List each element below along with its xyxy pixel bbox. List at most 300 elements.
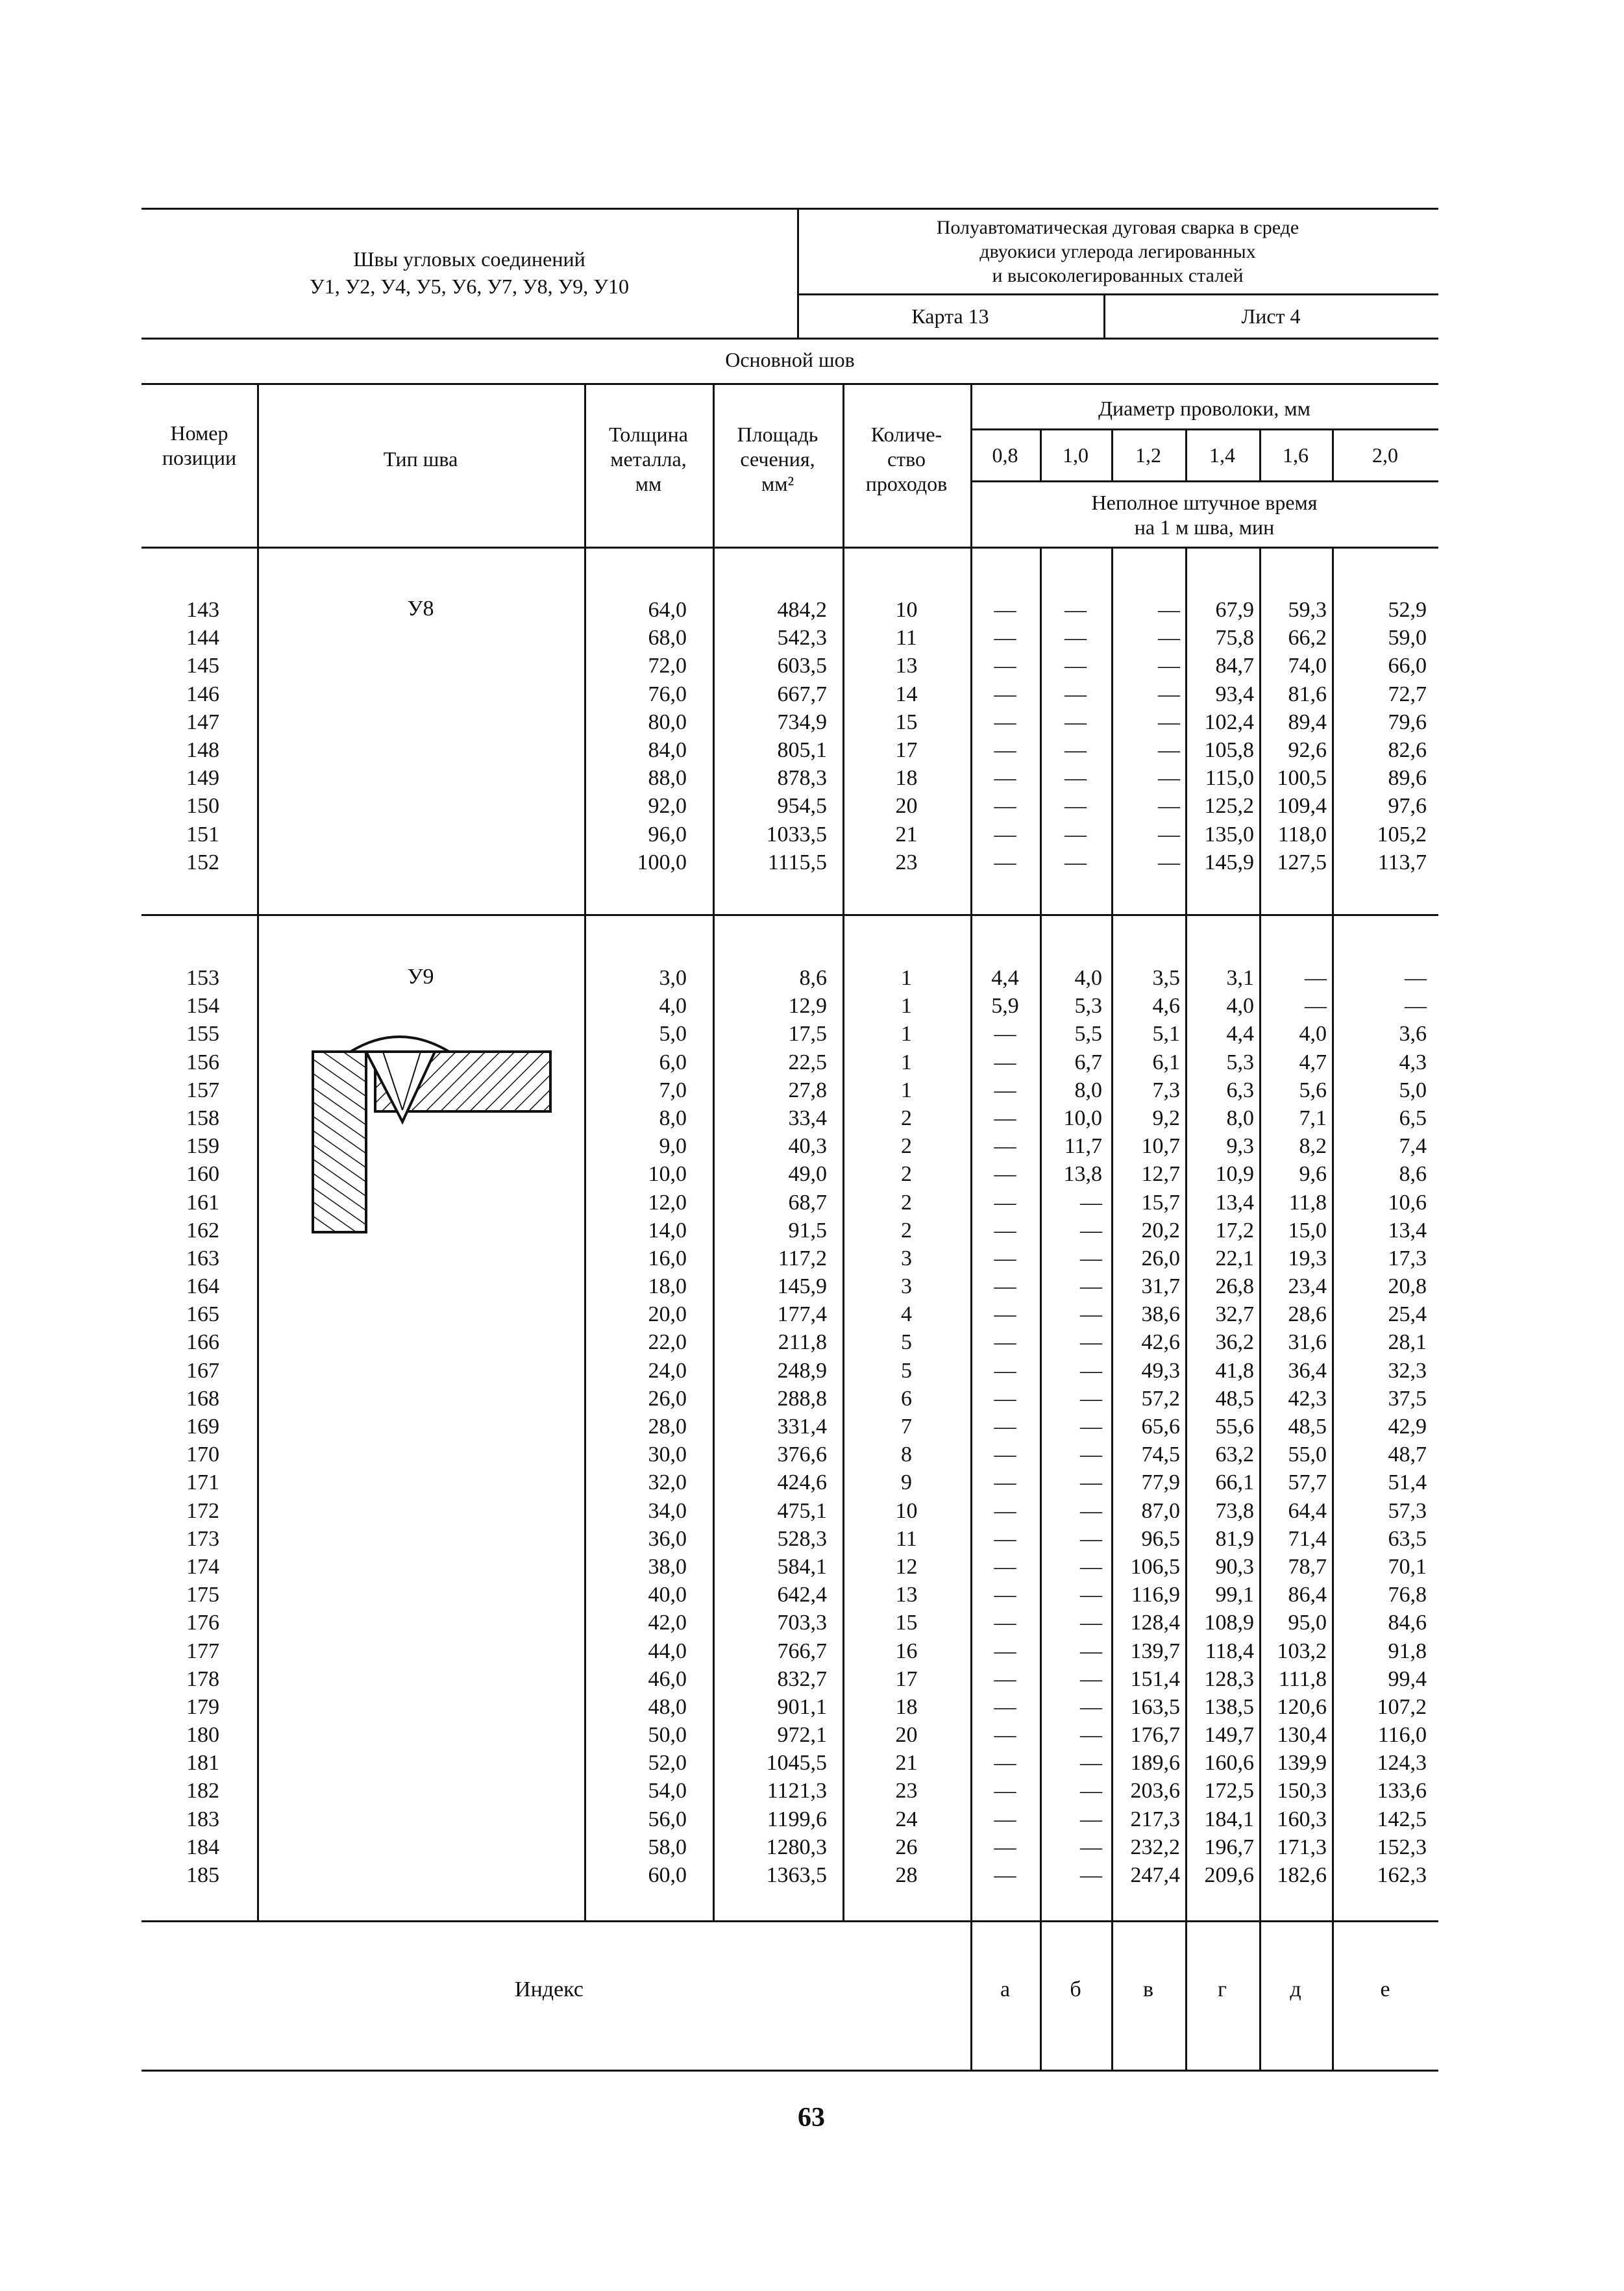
- group2-area-cell: 145,9: [777, 1274, 827, 1299]
- group2-positions-cell: 172: [186, 1498, 219, 1523]
- group1-d14-cell: 125,2: [1204, 794, 1254, 819]
- group2-d16-cell: 57,7: [1288, 1470, 1327, 1495]
- group1-d14-cell: 115,0: [1205, 766, 1254, 791]
- group2-area-cell: 49,0: [788, 1162, 827, 1187]
- group2-positions-cell: 157: [186, 1078, 219, 1102]
- group1-d20-cell: 89,6: [1388, 766, 1427, 791]
- group2-passes-cell: 15: [895, 1611, 918, 1635]
- group2-d14-cell: 99,1: [1215, 1583, 1254, 1607]
- group2-area-cell: 17,5: [788, 1022, 827, 1046]
- group1-thickness-cell: 100,0: [637, 850, 687, 874]
- group1-positions-cell: 144: [186, 626, 219, 650]
- page-number: 63: [798, 2103, 825, 2133]
- group2-positions-cell: 178: [186, 1666, 219, 1691]
- group1-d16-cell: 100,5: [1277, 766, 1327, 791]
- group2-d20-cell: 37,5: [1388, 1386, 1427, 1411]
- group2-d20-cell: 7,4: [1399, 1134, 1427, 1159]
- header-passes: Количе- ство проходов: [865, 423, 948, 495]
- group2-passes-cell: 1: [901, 1050, 912, 1074]
- group2-thickness-cell: 50,0: [648, 1723, 687, 1748]
- group2-d12-cell: 65,6: [1141, 1415, 1180, 1439]
- group2-d14-cell: 118,4: [1205, 1639, 1254, 1663]
- fillet-weld-sketch-icon: [305, 1026, 558, 1240]
- group2-d12-cell: 87,0: [1141, 1498, 1180, 1523]
- group1-area-cell: 603,5: [777, 654, 827, 678]
- group2-positions-cell: 171: [186, 1470, 219, 1495]
- group2-positions-cell: 169: [186, 1415, 219, 1439]
- group2-positions: [141, 964, 219, 1889]
- group2-d14-cell: 73,8: [1215, 1498, 1254, 1523]
- header-thickness: Толщина металла, мм: [609, 423, 688, 495]
- group1-positions-cell: 146: [186, 682, 219, 706]
- group2-d16-cell: 28,6: [1288, 1302, 1327, 1327]
- group2-d12-cell: 217,3: [1130, 1807, 1180, 1831]
- index-letter-b: б: [1070, 1977, 1081, 2001]
- group1-d10-cell: —: [1064, 710, 1087, 734]
- group2-area-cell: 177,4: [777, 1302, 827, 1327]
- group1-positions-cell: 152: [186, 850, 219, 874]
- group2-d14: [1185, 964, 1254, 1889]
- group1-d14-cell: 102,4: [1204, 710, 1254, 734]
- group2-d14-cell: 41,8: [1215, 1358, 1254, 1383]
- header-seam-type: Тип шва: [383, 447, 458, 471]
- group2-area-cell: 901,1: [777, 1694, 827, 1719]
- group2-d16-cell: 103,2: [1277, 1639, 1327, 1663]
- group2-d12-cell: 247,4: [1130, 1863, 1180, 1887]
- header-wire-diameter: Диаметр проволоки, мм: [1098, 397, 1310, 420]
- group2-d20-cell: 133,6: [1377, 1779, 1427, 1803]
- group2-thickness-cell: 18,0: [648, 1274, 687, 1299]
- group1-d10-cell: —: [1064, 737, 1087, 762]
- group1-area-cell: 734,9: [777, 710, 827, 734]
- group1-passes-cell: 18: [895, 766, 918, 791]
- group2-d10-cell: —: [1080, 1694, 1102, 1719]
- group2-area-cell: 1363,5: [766, 1863, 827, 1887]
- group2-d10-cell: —: [1080, 1611, 1102, 1635]
- group1-d12-cell: —: [1158, 737, 1180, 762]
- group1-d20-cell: 97,6: [1388, 794, 1427, 819]
- group1-d12-cell: —: [1158, 654, 1180, 678]
- group1-thickness: [584, 596, 687, 876]
- group2-d10-cell: 13,8: [1063, 1162, 1102, 1187]
- group2-thickness: [584, 964, 687, 1889]
- group2-d10-cell: —: [1080, 1863, 1102, 1887]
- group2-d20-cell: 70,1: [1388, 1554, 1427, 1579]
- group2-thickness-cell: 38,0: [648, 1554, 687, 1579]
- group2-d10-cell: —: [1080, 1302, 1102, 1327]
- group2-area-cell: 766,7: [777, 1639, 827, 1663]
- group2-d08-cell: —: [994, 1162, 1016, 1187]
- diameter-1-4: 1,4: [1209, 443, 1235, 467]
- group2-positions-cell: 176: [186, 1611, 219, 1635]
- group2-passes-cell: 2: [901, 1190, 912, 1215]
- group2-area-cell: 584,1: [777, 1554, 827, 1579]
- group2-area-cell: 475,1: [777, 1498, 827, 1523]
- group2-thickness-cell: 5,0: [659, 1022, 687, 1046]
- group1-d08-cell: —: [994, 598, 1016, 622]
- group2-d08-cell: —: [994, 1807, 1016, 1831]
- group2-d12-cell: 31,7: [1141, 1274, 1180, 1299]
- group2-thickness-cell: 22,0: [648, 1330, 687, 1355]
- group1-d12: [1111, 596, 1180, 876]
- group1-d10-cell: —: [1064, 654, 1087, 678]
- header-time: Неполное штучное время на 1 м шва, мин: [1091, 491, 1318, 539]
- group2-d14-cell: 149,7: [1204, 1723, 1254, 1748]
- group2-d08-cell: —: [994, 1694, 1016, 1719]
- group2-d16-cell: 9,6: [1299, 1162, 1327, 1187]
- group1-area-cell: 667,7: [777, 682, 827, 706]
- group1-d08-cell: —: [994, 710, 1016, 734]
- group1-passes-cell: 13: [895, 654, 918, 678]
- group1-thickness-cell: 92,0: [648, 794, 687, 819]
- group2-d20-cell: 5,0: [1399, 1078, 1427, 1102]
- group2-d14-cell: 5,3: [1226, 1050, 1254, 1074]
- group2-d08-cell: —: [994, 1835, 1016, 1859]
- group2-positions-cell: 158: [186, 1106, 219, 1130]
- group2-d12-cell: 38,6: [1141, 1302, 1180, 1327]
- group1-d20-cell: 113,7: [1377, 850, 1427, 874]
- group2-positions-cell: 183: [186, 1807, 219, 1831]
- header-position: Номер позиции: [162, 421, 237, 469]
- group2-d20-cell: 124,3: [1377, 1751, 1427, 1776]
- group2-area-cell: 211,8: [778, 1330, 827, 1355]
- group2-d14-cell: 10,9: [1215, 1162, 1254, 1187]
- group2-d16-cell: 71,4: [1288, 1526, 1327, 1551]
- group2-thickness-cell: 14,0: [648, 1218, 687, 1243]
- group2-area-cell: 703,3: [777, 1611, 827, 1635]
- group2-d20: [1332, 964, 1427, 1889]
- group2-positions-cell: 156: [186, 1050, 219, 1074]
- group2-positions-cell: 185: [186, 1863, 219, 1887]
- group2-d14-cell: 184,1: [1204, 1807, 1254, 1831]
- group1-d16-cell: 127,5: [1277, 850, 1327, 874]
- group2-d08-cell: —: [994, 1470, 1016, 1495]
- group2-area-cell: 832,7: [777, 1666, 827, 1691]
- group2-passes-cell: 4: [901, 1302, 912, 1327]
- group2-d12-cell: 106,5: [1130, 1554, 1180, 1579]
- group2-thickness-cell: 52,0: [648, 1751, 687, 1776]
- group1-area-cell: 484,2: [777, 598, 827, 622]
- group2-area-cell: 27,8: [788, 1078, 827, 1102]
- group2-d12-cell: 189,6: [1130, 1751, 1180, 1776]
- group2-d08-cell: —: [994, 1134, 1016, 1159]
- group2-thickness-cell: 20,0: [648, 1302, 687, 1327]
- group2-d10-cell: —: [1080, 1807, 1102, 1831]
- diameter-0-8: 0,8: [992, 443, 1018, 467]
- group2-thickness-cell: 28,0: [648, 1415, 687, 1439]
- group2-passes-cell: 7: [901, 1415, 912, 1439]
- group1-d16-cell: 81,6: [1288, 682, 1327, 706]
- group2-area-cell: 288,8: [777, 1386, 827, 1411]
- group1-thickness-cell: 84,0: [648, 737, 687, 762]
- group2-d08-cell: —: [994, 1218, 1016, 1243]
- group2-d16-cell: 5,6: [1299, 1078, 1327, 1102]
- group1-d16-cell: 89,4: [1288, 710, 1327, 734]
- group2-positions-cell: 182: [186, 1779, 219, 1803]
- group2-area-cell: 642,4: [777, 1583, 827, 1607]
- group2-thickness-cell: 32,0: [648, 1470, 687, 1495]
- index-letter-v: в: [1142, 1977, 1154, 2001]
- group2-d10-cell: —: [1080, 1583, 1102, 1607]
- group2-area-cell: 528,3: [777, 1526, 827, 1551]
- group2-passes-cell: 17: [895, 1666, 918, 1691]
- group1-positions-cell: 150: [186, 794, 219, 819]
- group1-d14-cell: 67,9: [1215, 598, 1254, 622]
- group1-d16-cell: 66,2: [1288, 626, 1327, 650]
- group1-d20-cell: 72,7: [1388, 682, 1427, 706]
- group2-d12-cell: 163,5: [1130, 1694, 1180, 1719]
- group2-d10-cell: —: [1080, 1554, 1102, 1579]
- group2-d08-cell: —: [994, 1415, 1016, 1439]
- group2-d10-cell: —: [1080, 1526, 1102, 1551]
- group2-d16-cell: 130,4: [1277, 1723, 1327, 1748]
- group2-d08-cell: —: [994, 1526, 1016, 1551]
- group2-positions-cell: 168: [186, 1386, 219, 1411]
- group1-d20-cell: 79,6: [1388, 710, 1427, 734]
- group1-area-cell: 805,1: [777, 737, 827, 762]
- group2-positions-cell: 180: [186, 1723, 219, 1748]
- group1-d14-cell: 93,4: [1215, 682, 1254, 706]
- group2-d10: [1040, 964, 1102, 1889]
- group2-passes-cell: 20: [895, 1723, 918, 1748]
- group1-area-cell: 1033,5: [766, 822, 827, 847]
- group1-d16-cell: 59,3: [1288, 598, 1327, 622]
- group2-d20-cell: 107,2: [1377, 1694, 1427, 1719]
- group2-d14-cell: 63,2: [1215, 1443, 1254, 1467]
- group2-area-cell: 33,4: [788, 1106, 827, 1130]
- group2-d10-cell: 6,7: [1074, 1050, 1102, 1074]
- group2-d08-cell: —: [994, 1863, 1016, 1887]
- group2-d12-cell: 10,7: [1141, 1134, 1180, 1159]
- group2-d12-cell: 9,2: [1152, 1106, 1180, 1130]
- group1-d12-cell: —: [1158, 598, 1180, 622]
- right-title-line3: и высоколегированных сталей: [992, 265, 1244, 286]
- group1-d16-cell: 109,4: [1277, 794, 1327, 819]
- group2-passes-cell: 21: [895, 1751, 918, 1776]
- group1-d10-cell: —: [1064, 626, 1087, 650]
- group2-thickness-cell: 7,0: [659, 1078, 687, 1102]
- group1-thickness-cell: 64,0: [648, 598, 687, 622]
- group2-d10-cell: —: [1080, 1274, 1102, 1299]
- group2-d14-cell: 8,0: [1226, 1106, 1254, 1130]
- group2-positions-cell: 175: [186, 1583, 219, 1607]
- right-title-line2: двуокиси углерода легированных: [979, 241, 1256, 262]
- group2-d16-cell: 7,1: [1299, 1106, 1327, 1130]
- group1-thickness-cell: 80,0: [648, 710, 687, 734]
- group2-d08-cell: —: [994, 1779, 1016, 1803]
- group2-d12-cell: 4,6: [1152, 994, 1180, 1019]
- group2-d16-cell: 4,7: [1299, 1050, 1327, 1074]
- group2-area-cell: 331,4: [777, 1415, 827, 1439]
- group1-d14-cell: 75,8: [1215, 626, 1254, 650]
- group2-thickness-cell: 30,0: [648, 1443, 687, 1467]
- group2-d10-cell: 8,0: [1074, 1078, 1102, 1102]
- group2-d14-cell: 32,7: [1215, 1302, 1254, 1327]
- group2-d16-cell: —: [1305, 994, 1327, 1019]
- group2-d14-cell: 22,1: [1215, 1246, 1254, 1270]
- group1-d08-cell: —: [994, 822, 1016, 847]
- group1-passes: [843, 596, 970, 876]
- group1-thickness-cell: 96,0: [648, 822, 687, 847]
- group2-area-cell: 376,6: [777, 1443, 827, 1467]
- group2-d16-cell: 48,5: [1288, 1415, 1327, 1439]
- group2-d10-cell: —: [1080, 1358, 1102, 1383]
- group2-passes-cell: 5: [901, 1330, 912, 1355]
- diameter-2-0: 2,0: [1372, 443, 1398, 467]
- group2-passes-cell: 3: [901, 1274, 912, 1299]
- group2-area: [713, 964, 827, 1889]
- group2-d14-cell: 172,5: [1204, 1779, 1254, 1803]
- group2-positions-cell: 162: [186, 1218, 219, 1243]
- group2-d12-cell: 49,3: [1141, 1358, 1180, 1383]
- group2-d08: [970, 964, 1040, 1889]
- group2-d14-cell: 36,2: [1215, 1330, 1254, 1355]
- group2-d08-cell: —: [994, 1106, 1016, 1130]
- group2-positions-cell: 165: [186, 1302, 219, 1327]
- group2-d08-cell: —: [994, 1583, 1016, 1607]
- group1-d20: [1332, 596, 1427, 876]
- group2-d20-cell: 91,8: [1388, 1639, 1427, 1663]
- group2-d10-cell: —: [1080, 1330, 1102, 1355]
- index-letter-d: д: [1290, 1977, 1301, 2001]
- group2-d12-cell: 3,5: [1152, 966, 1180, 990]
- group1-thickness-cell: 72,0: [648, 654, 687, 678]
- group2-d08-cell: —: [994, 1751, 1016, 1776]
- group1-d08-cell: —: [994, 654, 1016, 678]
- group1-d10: [1040, 596, 1111, 876]
- group1-d12-cell: —: [1158, 822, 1180, 847]
- group2-d12: [1111, 964, 1180, 1889]
- group2-positions-cell: 154: [186, 994, 219, 1019]
- group1-positions-cell: 151: [186, 822, 219, 847]
- section-title: Основной шов: [725, 348, 855, 371]
- group2-d10-cell: —: [1080, 1498, 1102, 1523]
- group1-d10-cell: —: [1064, 850, 1087, 874]
- group2-d14-cell: 3,1: [1226, 966, 1254, 990]
- group2-d14-cell: 4,4: [1226, 1022, 1254, 1046]
- group1-d08-cell: —: [994, 682, 1016, 706]
- group2-d08-cell: —: [994, 1358, 1016, 1383]
- group1-d20-cell: 66,0: [1388, 654, 1427, 678]
- group2-passes-cell: 1: [901, 1022, 912, 1046]
- group2-positions-cell: 174: [186, 1554, 219, 1579]
- group1-d08-cell: —: [994, 794, 1016, 819]
- group1-d10-cell: —: [1064, 794, 1087, 819]
- group2-area-cell: 972,1: [777, 1723, 827, 1748]
- group1-d16-cell: 92,6: [1288, 737, 1327, 762]
- left-title-line2: У1, У2, У4, У5, У6, У7, У8, У9, У10: [310, 275, 629, 298]
- group2-d08-cell: —: [994, 1498, 1016, 1523]
- group1-d20-cell: 105,2: [1377, 822, 1427, 847]
- group1-d12-cell: —: [1158, 682, 1180, 706]
- group2-passes-cell: 2: [901, 1218, 912, 1243]
- diameter-1-6: 1,6: [1283, 443, 1309, 467]
- group2-d08-cell: —: [994, 1554, 1016, 1579]
- group2-d10-cell: 5,5: [1074, 1022, 1102, 1046]
- group2-d08-cell: 5,9: [991, 994, 1019, 1019]
- group2-d08-cell: —: [994, 1022, 1016, 1046]
- group2-passes-cell: 11: [896, 1526, 917, 1551]
- group2-passes-cell: 12: [895, 1554, 918, 1579]
- group2-thickness-cell: 24,0: [648, 1358, 687, 1383]
- group2-d14-cell: 81,9: [1215, 1526, 1254, 1551]
- group2-d08-cell: —: [994, 1078, 1016, 1102]
- group1-d14-cell: 105,8: [1204, 737, 1254, 762]
- group1-area-cell: 954,5: [777, 794, 827, 819]
- group2-d20-cell: 99,4: [1388, 1666, 1427, 1691]
- group2-d20-cell: 57,3: [1388, 1498, 1427, 1523]
- left-title-line1: Швы угловых соединений: [353, 247, 585, 271]
- group2-d14-cell: 48,5: [1215, 1386, 1254, 1411]
- group1-area-cell: 878,3: [777, 766, 827, 791]
- group2-d10-cell: —: [1080, 1470, 1102, 1495]
- group2-passes-cell: 3: [901, 1246, 912, 1270]
- group2-passes-cell: 1: [901, 994, 912, 1019]
- group1-d12-cell: —: [1158, 850, 1180, 874]
- group1-passes-cell: 20: [895, 794, 918, 819]
- group1-d16-cell: 74,0: [1288, 654, 1327, 678]
- group2-passes-cell: 5: [901, 1358, 912, 1383]
- group2-d16: [1259, 964, 1327, 1889]
- group1-d12-cell: —: [1158, 626, 1180, 650]
- group2-positions-cell: 161: [186, 1190, 219, 1215]
- group2-d08-cell: —: [994, 1274, 1016, 1299]
- group2-d10-cell: —: [1080, 1779, 1102, 1803]
- group1-d12-cell: —: [1158, 794, 1180, 819]
- group2-positions-cell: 163: [186, 1246, 219, 1270]
- group2-d16-cell: 31,6: [1288, 1330, 1327, 1355]
- group2-d16-cell: 139,9: [1277, 1751, 1327, 1776]
- group1-positions-cell: 145: [186, 654, 219, 678]
- group2-d16-cell: 95,0: [1288, 1611, 1327, 1635]
- group2-d14-cell: 196,7: [1204, 1835, 1254, 1859]
- group2-thickness-cell: 36,0: [648, 1526, 687, 1551]
- group2-d12-cell: 139,7: [1130, 1639, 1180, 1663]
- group2-thickness-cell: 8,0: [659, 1106, 687, 1130]
- group2-d16-cell: 11,8: [1288, 1190, 1327, 1215]
- group2-d20-cell: 8,6: [1399, 1162, 1427, 1187]
- group1-d20-cell: 59,0: [1388, 626, 1427, 650]
- group1-d08-cell: —: [994, 766, 1016, 791]
- group2-d16-cell: 23,4: [1288, 1274, 1327, 1299]
- group2-positions-cell: 181: [186, 1751, 219, 1776]
- group2-d08-cell: —: [994, 1246, 1016, 1270]
- group1-passes-cell: 11: [896, 626, 917, 650]
- group2-d08-cell: —: [994, 1443, 1016, 1467]
- group1-passes-cell: 14: [895, 682, 918, 706]
- group2-positions-cell: 173: [186, 1526, 219, 1551]
- group2-passes-cell: 2: [901, 1134, 912, 1159]
- group2-type: У9: [407, 965, 434, 989]
- group2-thickness-cell: 10,0: [648, 1162, 687, 1187]
- group2-passes: [843, 964, 970, 1889]
- group2-d16-cell: 19,3: [1288, 1246, 1327, 1270]
- group2-positions-cell: 177: [186, 1639, 219, 1663]
- group2-d20-cell: 28,1: [1388, 1330, 1427, 1355]
- group2-d12-cell: 57,2: [1141, 1386, 1180, 1411]
- group2-area-cell: 424,6: [777, 1470, 827, 1495]
- group2-d12-cell: 42,6: [1141, 1330, 1180, 1355]
- group2-thickness-cell: 56,0: [648, 1807, 687, 1831]
- group1-d20-cell: 52,9: [1388, 598, 1427, 622]
- group1-d14-cell: 135,0: [1204, 822, 1254, 847]
- group2-area-cell: 40,3: [788, 1134, 827, 1159]
- group2-thickness-cell: 3,0: [659, 966, 687, 990]
- group2-d16-cell: 36,4: [1288, 1358, 1327, 1383]
- group2-d10-cell: —: [1080, 1246, 1102, 1270]
- group2-d10-cell: 4,0: [1074, 966, 1102, 990]
- group2-d16-cell: 150,3: [1277, 1779, 1327, 1803]
